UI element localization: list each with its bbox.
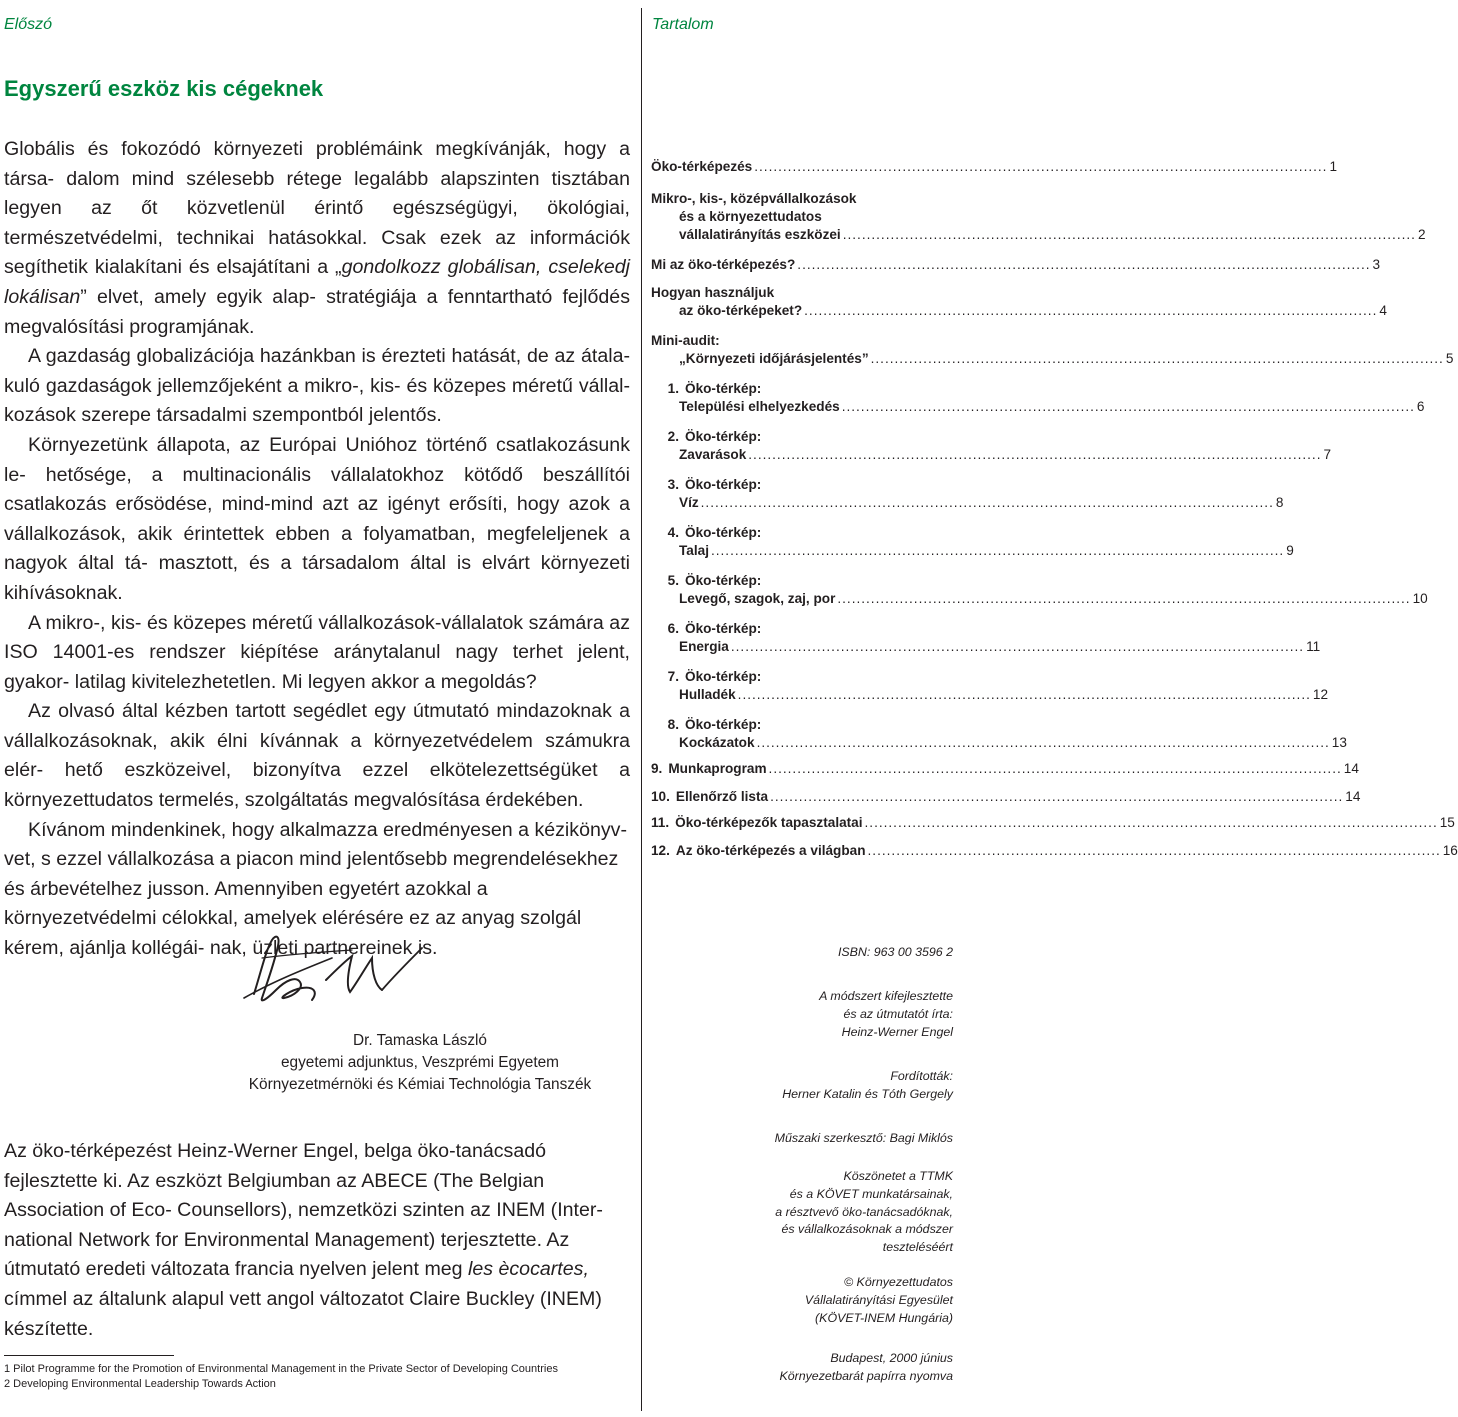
toc-entry-label: Kockázatok [679, 735, 755, 750]
section-header-foreword: Előszó [4, 16, 53, 33]
toc-entry[interactable] [651, 332, 1454, 368]
eco-mapping-origin-text [4, 1137, 632, 1344]
toc-entry-label: Települési elhelyezkedés [679, 399, 840, 414]
text-line: stratégiája a fenntartható fejlődés megvalósítási programjának. [4, 285, 630, 338]
info-line: Köszönetet a TTMK [843, 1169, 953, 1183]
toc-entry[interactable] [651, 668, 1329, 704]
toc-leader-dots: ........................................................................................................................ [770, 789, 1344, 804]
text-line: célokkal, amelyek elérésére ez az anyag szolgál kérem, ajánlja kollégái- [4, 907, 582, 960]
footnote-1: 1 Pilot Programme for the Promotion of Environmental Management in the Private Sector of Developing Countries [4, 1363, 558, 1375]
toc-entry-label: Víz [679, 495, 699, 510]
text-line: Kívánom mindenkinek, hogy alkalmazza eredményesen a kézikönyv- [28, 818, 627, 841]
toc-entry-line [651, 686, 1329, 704]
text-line: hető eszközeivel, bizonyítva ezzel elkötelezettségüket a környezettudatos [4, 759, 630, 812]
info-line: Vállalatirányítási Egyesület [804, 1292, 953, 1307]
toc-entry[interactable] [651, 572, 1428, 608]
info-line: Fordították: [890, 1069, 953, 1083]
toc-entry-label: Talaj [679, 543, 709, 558]
info-line: teszteléséért [882, 1240, 953, 1255]
toc-entry-number: 4. [667, 525, 679, 540]
toc-entry-line [651, 302, 1387, 320]
toc-entry-line [651, 590, 1428, 608]
info-line: © Környezettudatos [843, 1275, 953, 1289]
toc-entry-line [651, 208, 953, 226]
toc-entry[interactable] [651, 284, 1387, 320]
toc-page-number: 10 [1412, 591, 1428, 606]
toc-page-number: 4 [1379, 303, 1387, 318]
paragraph-5 [4, 697, 630, 815]
toc-entry-line [651, 572, 953, 590]
paragraph-origin [4, 1137, 632, 1344]
signer-position: egyetemi adjunktus, Veszprémi Egyetem [280, 1054, 560, 1071]
quote-close: ” elvet, amely egyik alap- [80, 285, 316, 308]
toc-entry-label: Öko-térkép: [685, 429, 762, 444]
toc-entry-line [651, 284, 953, 302]
text-line: Környezetünk állapota, az Európai Unióhoz történő csatlakozásunk le- [4, 433, 630, 486]
info-line: és az útmutatót írta: [843, 1006, 953, 1021]
text-line: közvetlenül érintő egészségügyi, ökológiai, természetvédelmi, technikai [4, 197, 630, 249]
text-line: ki. Az eszközt Belgiumban az ABECE (The Belgian Association of Eco- [4, 1169, 545, 1222]
toc-leader-dots: ........................................................................................................................ [864, 815, 1438, 830]
toc-page-number: 3 [1372, 257, 1381, 272]
text-line: Az olvasó által kézben tartott segédlet egy útmutató mindazoknak a [28, 700, 630, 723]
text-line: nak, üzleti partnereinek is. [209, 937, 438, 960]
toc-entry-number: 5. [667, 573, 679, 588]
toc-entry-label: Mi az öko-térképezés? [651, 257, 796, 272]
section-header-contents: Tartalom [652, 16, 714, 33]
toc-entry-label: Öko-térkép: [685, 621, 762, 636]
toc-entry-line [651, 620, 953, 638]
toc-leader-dots: ........................................................................................................................ [797, 257, 1371, 272]
original-title: les ècocartes, [468, 1258, 589, 1281]
info-line: Műszaki szerkesztő: Bagi Miklós [774, 1131, 953, 1145]
info-line: ISBN: 963 00 3596 2 [837, 945, 953, 959]
quote-open: a „ [317, 256, 342, 279]
text-line: Counsellors), nemzetközi szinten az INEM (Inter-national Network for [4, 1199, 603, 1251]
toc-entry-line [651, 446, 1332, 464]
toc-leader-dots: ........................................................................................................................ [710, 543, 1285, 558]
toc-entry-line [651, 428, 953, 446]
toc-page-number: 7 [1323, 447, 1332, 462]
text-line: ISO 14001-es rendszer kiépítése aránytalanul nagy terhet jelent, gyakor- [4, 641, 630, 693]
toc-leader-dots: ........................................................................................................................ [730, 639, 1305, 654]
toc-entry[interactable] [651, 256, 1381, 274]
paragraph-1 [4, 135, 630, 342]
info-line: (KÖVET-INEM Hungária) [815, 1310, 953, 1325]
toc-entry-label: és a környezettudatos [679, 209, 822, 224]
toc-entry-label: Öko-térkép: [685, 381, 762, 396]
toc-entry-label: Öko-térkép: [685, 669, 762, 684]
toc-entry[interactable] [651, 716, 1347, 752]
toc-entry-number: 11. [651, 815, 670, 830]
info-line: Herner Katalin és Tóth Gergely [782, 1086, 953, 1101]
toc-entry-number: 9. [651, 761, 663, 776]
toc-entry-number: 10. [651, 789, 670, 804]
text-line: angol változatot Claire Buckley (INEM) készítette. [4, 1287, 602, 1340]
toc-entry-number: 8. [667, 717, 679, 732]
toc-entry-line [651, 524, 953, 542]
toc-entry[interactable] [651, 158, 1338, 176]
text-line: A mikro-, kis- és közepes méretű vállalkozások-vállalatok számára az [28, 611, 630, 634]
text-fragment: címmel az általunk alapul vett [4, 1287, 262, 1310]
toc-entry[interactable] [651, 814, 1455, 832]
toc-entry-line [651, 842, 1458, 860]
toc-leader-dots: ........................................................................................................................ [756, 735, 1330, 750]
toc-entry-label: Munkaprogram [668, 761, 767, 776]
toc-entry-label: Levegő, szagok, zaj, por [679, 591, 836, 606]
toc-entry-line [651, 638, 1321, 656]
info-block [700, 1068, 953, 1104]
toc-entry[interactable] [651, 380, 1425, 416]
toc-entry-label: Öko-térkép: [685, 525, 762, 540]
toc-entry-number: 6. [667, 621, 679, 636]
toc-page-number: 6 [1416, 399, 1425, 414]
text-fragment: francia nyelven jelent meg [234, 1258, 468, 1281]
toc-entry-line [651, 814, 1455, 832]
text-line: vállalkozásoknak, akik élni kívánnak a környezetvédelem számukra elér- [4, 729, 630, 782]
toc-entry-label: Öko-térkép: [685, 477, 762, 492]
info-line: Környezetbarát papírra nyomva [779, 1368, 953, 1383]
toc-entry-line [651, 542, 1294, 560]
info-line: Heinz-Werner Engel [841, 1024, 953, 1039]
toc-entry-label: Ellenőrző lista [675, 789, 769, 804]
toc-page-number: 5 [1445, 351, 1454, 366]
text-line: A gazdaság globalizációja hazánkban is érezteti hatását, de az átala- [28, 345, 630, 368]
toc-entry-line [651, 226, 1426, 244]
toc-entry-label: Öko-térképezők tapasztalatai [675, 815, 863, 830]
text-line: masztott, és a társadalom által is elvárt környezeti kihívásoknak. [4, 552, 630, 604]
text-line: Environmental Management) terjesztette. Az útmutató eredeti változata [4, 1228, 570, 1281]
toc-leader-dots: ........................................................................................................................ [804, 303, 1378, 318]
toc-entry-line [651, 494, 1284, 512]
toc-leader-dots: ........................................................................................................................ [754, 159, 1328, 174]
info-block [700, 1350, 953, 1386]
toc-entry-label: Mini-audit: [651, 333, 720, 348]
toc-entry-line [651, 668, 953, 686]
toc-entry-line [651, 256, 1381, 274]
text-line: latilag kivitelezhetetlen. Mi legyen akkor a megoldás? [74, 670, 537, 693]
toc-entry-line [651, 788, 1361, 806]
footnote-separator [4, 1355, 174, 1356]
text-line: Az öko-térképezést Heinz-Werner Engel, belga öko-tanácsadó fejlesztette [4, 1140, 547, 1192]
toc-entry-label: Zavarások [679, 447, 747, 462]
toc-entry-label: Öko-térkép: [685, 573, 762, 588]
toc-entry[interactable] [651, 760, 1359, 778]
toc-page-number: 14 [1345, 789, 1361, 804]
toc-leader-dots: ........................................................................................................................ [842, 227, 1416, 242]
toc-entry[interactable] [651, 842, 1458, 860]
toc-leader-dots: ........................................................................................................................ [837, 591, 1411, 606]
toc-entry-label: „Környezeti időjárásjelentés” [679, 351, 869, 366]
toc-entry-number: 7. [667, 669, 679, 684]
toc-entry-number: 2. [667, 429, 679, 444]
toc-entry-label: Energia [679, 639, 729, 654]
toc-entry-label: Hogyan használjuk [651, 285, 775, 300]
toc-entry-label: Hulladék [679, 687, 736, 702]
toc-leader-dots: ........................................................................................................................ [870, 351, 1444, 366]
toc-page-number: 2 [1417, 227, 1426, 242]
signer-department: Környezetmérnöki és Kémiai Technológia Tanszék [248, 1076, 592, 1093]
info-line: Budapest, 2000 június [830, 1351, 953, 1365]
toc-leader-dots: ........................................................................................................................ [867, 843, 1441, 858]
toc-leader-dots: ........................................................................................................................ [841, 399, 1415, 414]
toc-page-number: 12 [1312, 687, 1329, 702]
toc-entry-line [651, 350, 1454, 368]
toc-entry-line [651, 476, 953, 494]
info-block [700, 1274, 953, 1327]
column-divider [641, 8, 642, 1411]
text-line: hetősége, a multinacionális vállalatokhoz kötődő beszállítói csatlakozás [4, 463, 630, 516]
toc-entry[interactable] [651, 620, 1321, 656]
toc-page-number: 13 [1331, 735, 1347, 750]
footnote-2: 2 Developing Environmental Leadership Towards Action [4, 1378, 276, 1390]
paragraph-3 [4, 431, 630, 609]
toc-page-number: 14 [1343, 761, 1359, 776]
info-block [700, 1130, 953, 1148]
toc-entry-line [651, 398, 1425, 416]
toc-leader-dots: ........................................................................................................................ [737, 687, 1311, 702]
page-title: Egyszerű eszköz kis cégeknek [4, 76, 324, 101]
info-line: és a KÖVET munkatársainak, [789, 1186, 953, 1201]
text-line: Globális és fokozódó környezeti problémáink megkívánják, hogy a társa- [4, 138, 630, 190]
paragraph-2 [4, 342, 630, 431]
toc-page-number: 11 [1306, 639, 1321, 654]
toc-entry-line [651, 158, 1338, 176]
toc-entry[interactable] [651, 524, 1294, 560]
toc-entry-number: 1. [667, 381, 679, 396]
toc-entry-line [651, 760, 1359, 778]
toc-entry[interactable] [651, 788, 1361, 806]
info-block [700, 1168, 953, 1257]
text-line: akik érintettek ebben a folyamatban, megfeleljenek a nagyok által tá- [4, 522, 631, 575]
text-line: hatásokkal. Csak ezek az információk segíthetik kialakítani és elsajátítani [4, 226, 631, 279]
toc-leader-dots: ........................................................................................................................ [748, 447, 1322, 462]
toc-entry[interactable] [651, 428, 1332, 464]
toc-entry[interactable] [651, 476, 1284, 512]
toc-page-number: 16 [1442, 843, 1458, 858]
toc-entry-line [651, 734, 1347, 752]
signer-name: Dr. Tamaska László [352, 1032, 487, 1049]
toc-entry-label: Mikro-, kis-, középvállalkozások [651, 191, 857, 206]
toc-entry-number: 12. [651, 843, 670, 858]
motto-quote: gondolkozz globálisan, cselekedj lokálisan [4, 256, 630, 308]
toc-entry-label: Öko-térképezés [651, 159, 753, 174]
text-line: dalom mind szélesebb rétege legalább alapszinten tisztában legyen az őt [4, 167, 630, 220]
toc-entry-label: vállalatirányítás eszközei [679, 227, 841, 242]
handwritten-signature [232, 928, 442, 1018]
toc-entry-line [651, 190, 953, 208]
toc-page-number: 8 [1275, 495, 1284, 510]
info-line: a résztvevő öko-tanácsadóknak, [775, 1204, 953, 1219]
toc-page-number: 1 [1329, 159, 1338, 174]
text-line: vet, s ezzel vállalkozása a piacon mind jelentősebb megrendelésekhez és [4, 848, 619, 900]
toc-entry-label: az öko-térképeket? [679, 303, 803, 318]
text-line: erősödése, mind-mind azt az igényt erősíti, hogy azok a vállalkozások, [4, 493, 630, 545]
text-line: árbevételhez jusson. Amennyiben egyetért azokkal a környezetvédelmi [4, 877, 488, 930]
info-line: A módszert kifejlesztette [819, 989, 953, 1003]
toc-page-number: 9 [1286, 543, 1294, 558]
toc-leader-dots: ........................................................................................................................ [768, 761, 1342, 776]
text-line: kozások szerepe társadalmi szempontból jelentős. [4, 404, 442, 427]
footnotes [4, 1362, 558, 1392]
toc-entry-line [651, 332, 953, 350]
toc-page-number: 15 [1439, 815, 1455, 830]
toc-entry-number: 3. [667, 477, 679, 492]
paragraph-4 [4, 609, 630, 698]
toc-entry-line [651, 716, 953, 734]
toc-entry-label: Öko-térkép: [685, 717, 762, 732]
info-block [700, 944, 953, 962]
text-line: kuló gazdaságok jellemzőjeként a mikro-, kis- és közepes méretű vállal- [4, 374, 630, 397]
toc-leader-dots: ........................................................................................................................ [700, 495, 1274, 510]
toc-entry[interactable] [651, 190, 1426, 244]
signature-block [150, 1030, 690, 1096]
foreword-text [4, 135, 630, 964]
text-line: termelés, szolgáltatás megvalósítása érdekében. [158, 789, 584, 812]
info-line: és vállalkozásoknak a módszer [781, 1222, 953, 1237]
toc-entry-line [651, 380, 953, 398]
info-block [700, 988, 953, 1041]
toc-entry-label: Az öko-térképezés a világban [675, 843, 866, 858]
